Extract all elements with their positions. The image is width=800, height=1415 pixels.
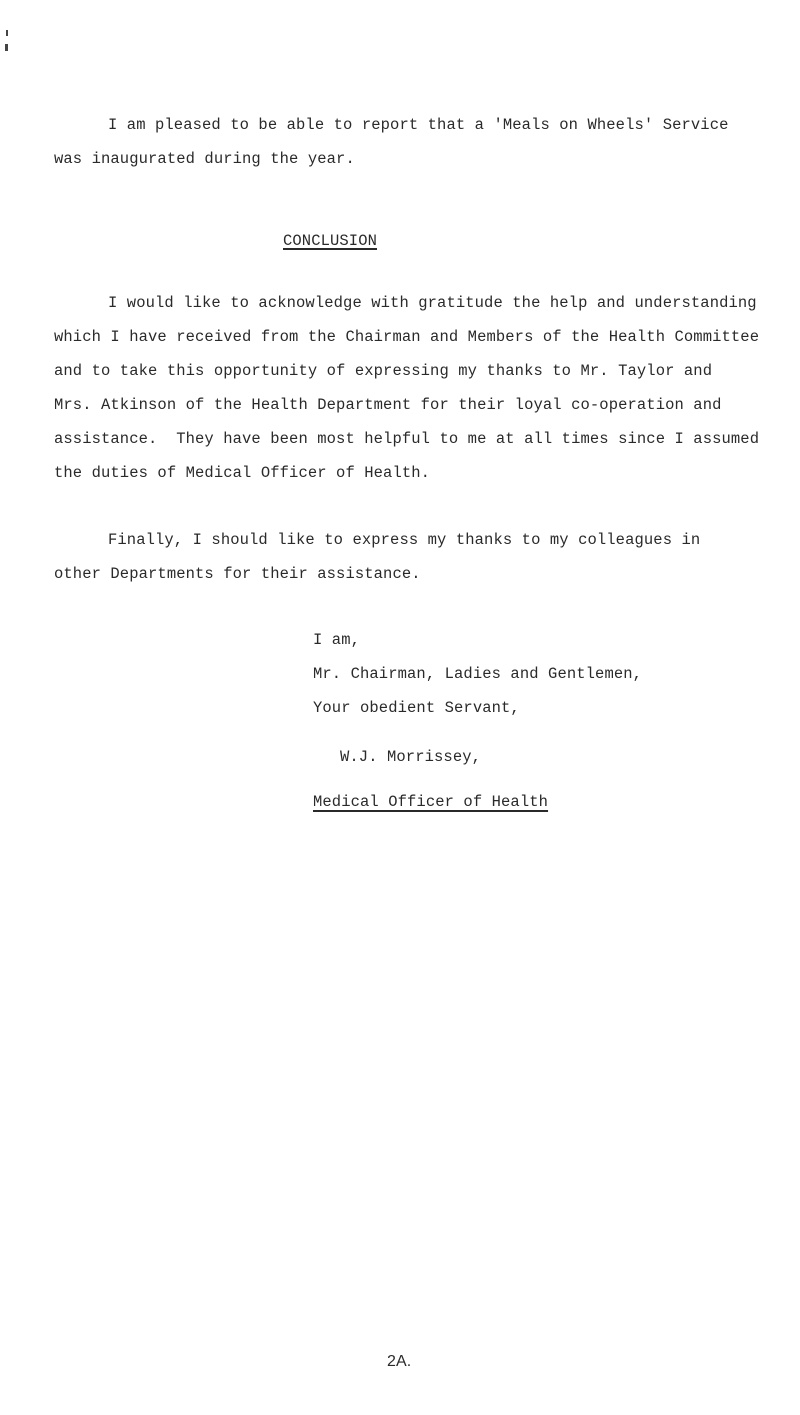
closing-i-am: I am, (313, 631, 361, 649)
conclusion-heading: CONCLUSION (283, 232, 378, 250)
conclusion-para1-line-5: assistance. They have been most helpful to me at all times since I assumed (54, 430, 760, 448)
scan-mark (6, 30, 8, 36)
conclusion-para1-line-3: and to take this opportunity of expressing my thanks to Mr. Taylor and (54, 362, 713, 380)
conclusion-para1-line-1: I would like to acknowledge with gratitude the help and understanding (108, 294, 757, 312)
page-number: 2A. (387, 1353, 412, 1370)
closing-salutation: Mr. Chairman, Ladies and Gentlemen, (313, 665, 643, 683)
conclusion-para1-line-6: the duties of Medical Officer of Health. (54, 464, 431, 482)
scan-mark (5, 44, 8, 51)
conclusion-para2-line-1: Finally, I should like to express my thanks to my colleagues in (108, 531, 701, 549)
closing-servant: Your obedient Servant, (313, 699, 520, 717)
signature-title: Medical Officer of Health (313, 793, 549, 811)
intro-line-2: was inaugurated during the year. (54, 150, 355, 168)
conclusion-para2-line-2: other Departments for their assistance. (54, 565, 421, 583)
signature-name: W.J. Morrissey, (340, 748, 482, 766)
conclusion-para1-line-2: which I have received from the Chairman and Members of the Health Committee (54, 328, 760, 346)
intro-line-1: I am pleased to be able to report that a 'Meals on Wheels' Service (108, 116, 729, 134)
conclusion-para1-line-4: Mrs. Atkinson of the Health Department for their loyal co-operation and (54, 396, 722, 414)
